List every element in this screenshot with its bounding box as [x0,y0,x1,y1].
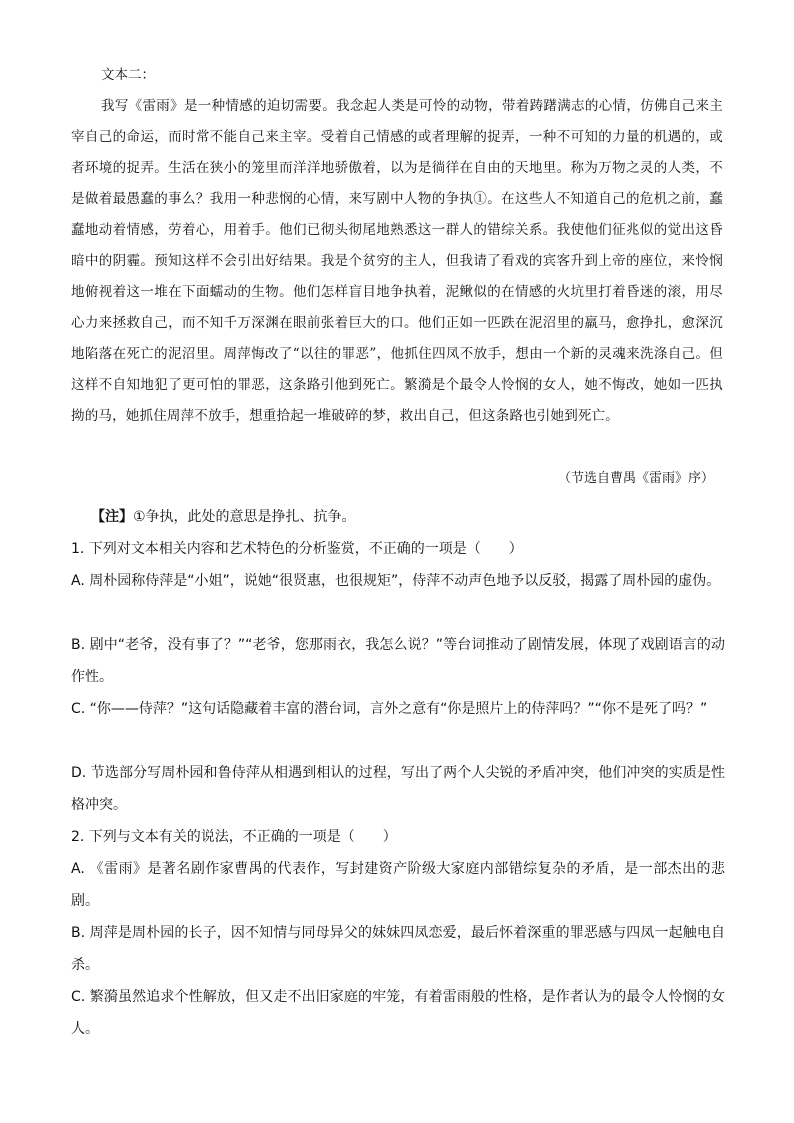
q2-stem: 2. 下列与文本有关的说法，不正确的一项是（ ） [71,829,397,845]
q2-option-c: C. 繁漪虽然追求个性解放，但又走不出旧家庭的牢笼，有着雷雨般的性格，是作者认为的最令人怜悯的女人。 [71,989,725,1037]
q1-option-a: A. 周朴园称侍萍是“小姐”，说她“很贤惠，也很规矩”，侍萍不动声色地予以反驳，揭露了周朴园的虚伪。 [71,573,721,589]
q1-stem: 1. 下列对文本相关内容和艺术特色的分析鉴赏，不正确的一项是（ ） [71,541,523,557]
q2-option-a: A. 《雷雨》是著名剧作家曹禺的代表作，写封建资产阶级大家庭内部错综复杂的矛盾，是一部杰出的悲剧。 [71,861,725,909]
annotation-note [91,501,745,533]
text2-paragraph: 我写《雷雨》是一种情感的迫切需要。我念起人类是可怜的动物，带着踌躇满志的心情，仿佛自己来主宰自己的命运，而时常不能自己来主宰。受着自己情感的或者理解的捉弄，一种不可知的力量的机遇的，或者环境的捉弄。生活在狭小的笼里而洋洋地骄傲着，以为是徜徉在自由的天地里。称为万物之灵的人类，不是做着最愚蠢的事么？我用一种悲悯的心情，来写剧中人物的争执①。在这些人不知道自己的危机之前，蠢蠢地动着情感，劳着心，用着手。他们已彻头彻尾地熟悉这一群人的错综关系。我使他们征兆似的觉出这昏暗中的阴霾。预知这样不会引出好结果。我是个贫穷的主人，但我请了看戏的宾客升到上帝的座位，来怜悯地俯视着这一堆在下面蠕动的生物。他们怎样盲目地争执着，泥鳅似的在情感的火坑里打着昏迷的滚，用尽心力来拯救自己，而不知千万深渊在眼前张着巨大的口。他们正如一匹跌在泥沼里的羸马，愈挣扎，愈深沉地陷落在死亡的泥沼里。周萍悔改了“以往的罪恶”，他抓住四凤不放手，想由一个新的灵魂来洗涤自己。但这样不自知地犯了更可怕的罪恶，这条路引他到死亡。繁漪是个最令人怜悯的女人，她不悔改，她如一匹执拗的马，她抓住周萍不放手，想重拾起一堆破碎的梦，救出自己，但这条路也引她到死亡。 [71,98,723,424]
q1-option-b: B. 剧中“老爷，没有事了？”“老爷，您那雨衣，我怎么说？”等台词推动了剧情发展，体现了戏剧语言的动作性。 [71,637,725,685]
note-text: ①争执，此处的意思是挣扎、抗争。 [133,509,356,525]
q1-option-d: D. 节选部分写周朴园和鲁侍萍从相遇到相认的过程，写出了两个人尖锐的矛盾冲突，他们冲突的实质是性格冲突。 [71,765,725,813]
q2-option-b: B. 周萍是周朴园的长子，因不知情与同母异父的妹妹四凤恋爱，最后怀着深重的罪恶感与四凤一起触电自杀。 [71,925,725,973]
note-prefix: 【注】 [91,509,133,525]
q1-option-c: C. “你——侍萍？”这句话隐藏着丰富的潜台词，言外之意有“你是照片上的侍萍吗？”“你不是死了吗？” [71,701,708,717]
text2-label: 文本二： [101,67,155,83]
text2-source: （节选自曹禺《雷雨》序） [557,471,714,486]
